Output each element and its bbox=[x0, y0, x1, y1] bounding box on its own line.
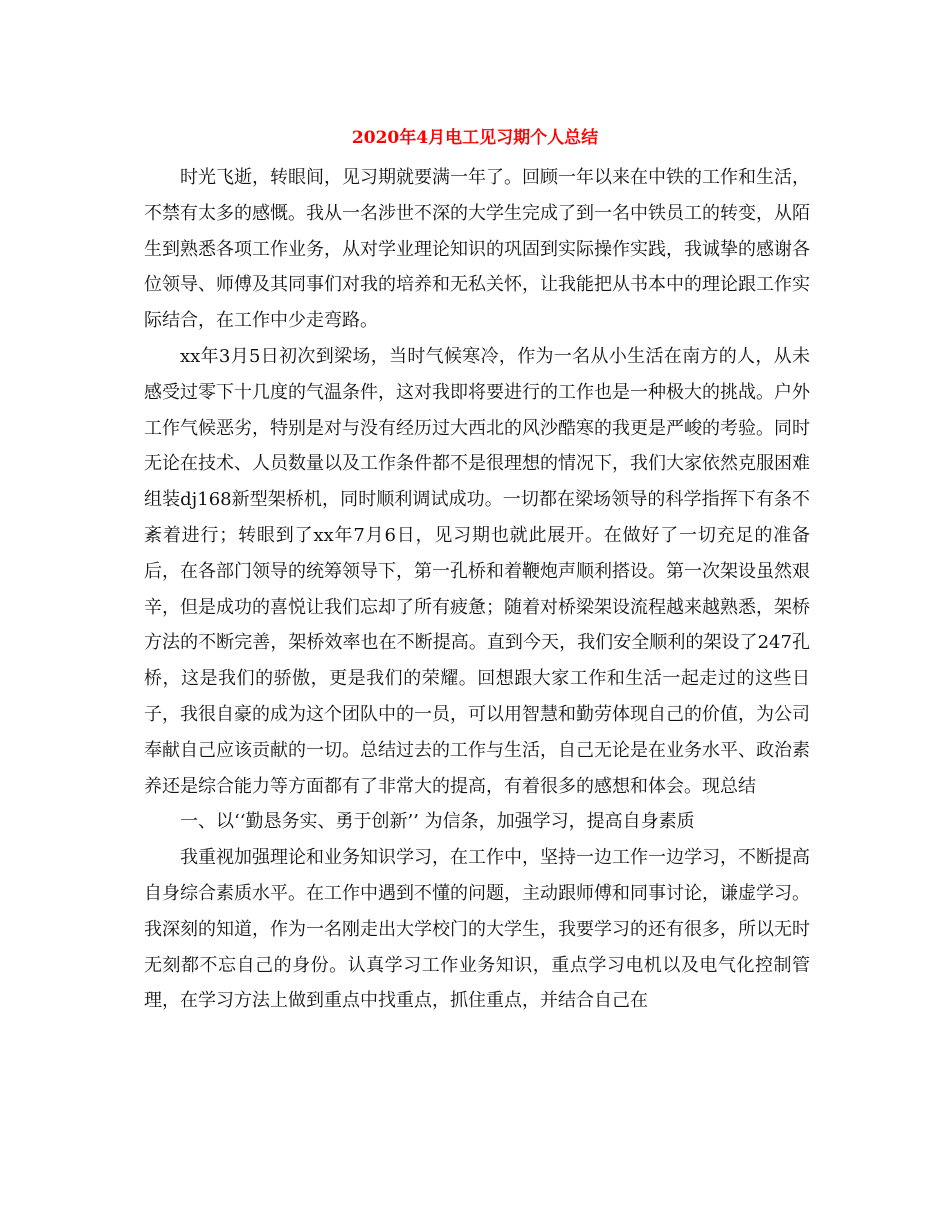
paragraph-study: 我重视加强理论和业务知识学习，在工作中，坚持一边工作一边学习，不断提高自身综合素质水平。在工作中遇到不懂的问题，主动跟师傅和同事讨论，谦虚学习。我深刻的知道，作为一名刚走出大学校门的大学生，我要学习的还有很多，所以无时无刻都不忘自己的身份。认真学习工作业务知识，重点学习电机以及电气化控制管理，在学习方法上做到重点中找重点，抓住重点，并结合自己在 bbox=[144, 847, 810, 1012]
paragraph-experience: xx年3月5日初次到梁场，当时气候寒冷，作为一名从小生活在南方的人，从未感受过零下十几度的气温条件，这对我即将要进行的工作也是一种极大的挑战。户外工作气候恶劣，特别是对与没有经历过大西北的风沙酷寒的我更是严峻的考验。同时无论在技术、人员数量以及工作条件都不是很理想的情况下，我们大家依然克服困难组装dj168新型架桥机，同时顺利调试成功。一切都在梁场领导的科学指挥下有条不紊着进行；转眼到了xx年7月6日，见习期也就此展开。在做好了一切充足的准备后，在各部门领导的统筹领导下，第一孔桥和着鞭炮声顺利搭设。第一次架设虽然艰辛，但是成功的喜悦让我们忘却了所有疲惫；随着对桥梁架设流程越来越熟悉，架桥方法的不断完善，架桥效率也在不断提高。直到今天，我们安全顺利的架设了247孔桥，这是我们的骄傲，更是我们的荣耀。回想跟大家工作和生活一起走过的这些日子，我很自豪的成为这个团队中的一员，可以用智慧和勤劳体现自己的价值，为公司奉献自己应该贡献的一切。总结过去的工作与生活，自己无论是在业务水平、政治素养还是综合能力等方面都有了非常大的提高，有着很多的感想和体会。现总结 bbox=[144, 345, 810, 797]
document-title: 2020年4月电工见习期个人总结 bbox=[351, 128, 599, 148]
paragraph-intro: 时光飞逝，转眼间，见习期就要满一年了。回顾一年以来在中铁的工作和生活，不禁有太多的感慨。我从一名涉世不深的大学生完成了到一名中铁员工的转变，从陌生到熟悉各项工作业务，从对学业理论知识的巩固到实际操作实践，我诚挚的感谢各位领导、师傅及其同事们对我的培养和无私关怀，让我能把从书本中的理论跟工作实际结合，在工作中少走弯路。 bbox=[144, 167, 810, 332]
section-heading-1: 一、以‘‘勤恳务实、勇于创新’’ 为信条，加强学习，提高自身素质 bbox=[180, 811, 695, 833]
document-body bbox=[144, 160, 810, 1019]
